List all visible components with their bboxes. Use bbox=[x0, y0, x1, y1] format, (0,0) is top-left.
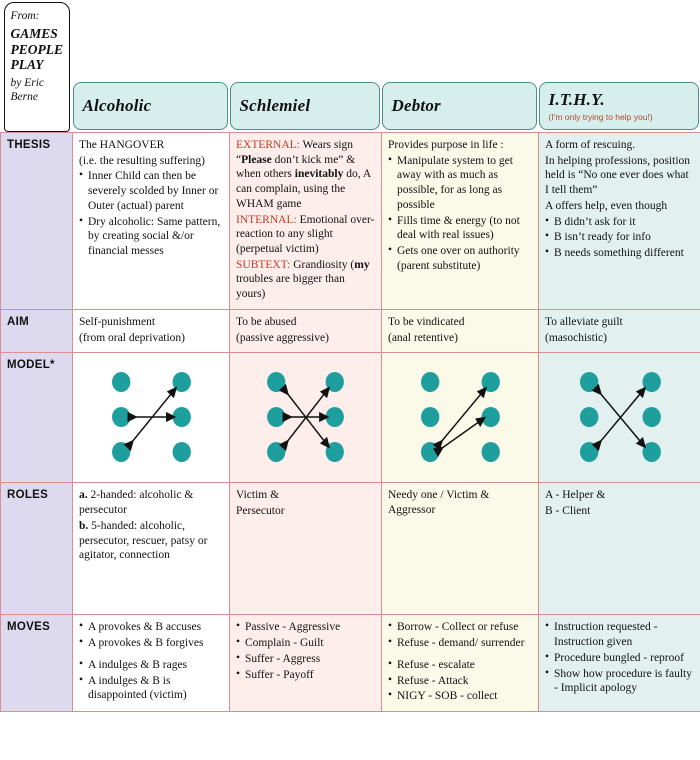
list-item: • Refuse - demand/ surrender bbox=[388, 636, 532, 651]
column-header-label: Schlemiel bbox=[239, 95, 311, 115]
transaction-diagram-svg bbox=[545, 358, 694, 476]
source-citation-box bbox=[4, 2, 70, 132]
list-item: • A provokes & B accuses bbox=[79, 620, 223, 635]
moves-schlemiel-list bbox=[236, 620, 375, 682]
column-header-cell-schlemiel bbox=[230, 0, 382, 133]
row-label-thesis: THESIS bbox=[1, 133, 73, 310]
list-item: • B didn’t ask for it bbox=[545, 215, 694, 230]
source-box-cell bbox=[1, 0, 73, 133]
moves-alcoholic-list bbox=[79, 620, 223, 703]
list-item: • Refuse - Attack bbox=[388, 674, 532, 689]
text-line: Self-punishment bbox=[79, 315, 156, 328]
list-item: • Suffer - Aggress bbox=[236, 652, 375, 667]
table-row-moves bbox=[1, 615, 700, 712]
list-item: • Show how procedure is faulty - Implicit apology bbox=[545, 667, 694, 696]
roles-entry bbox=[79, 488, 223, 517]
column-header-cell-debtor bbox=[382, 0, 539, 133]
list-item: Provides purpose in life : bbox=[388, 139, 504, 151]
moves-debtor-list bbox=[388, 620, 532, 704]
list-item: In helping professions, position held is “No one ever does what I tell them” bbox=[545, 154, 691, 197]
column-header-label: Debtor bbox=[391, 95, 441, 115]
list-item: (i.e. the resulting suffering) bbox=[79, 154, 205, 167]
table-row-thesis bbox=[1, 133, 700, 310]
text-line: (passive aggressive) bbox=[236, 331, 329, 344]
cell-roles-ithy bbox=[539, 483, 700, 615]
column-header-alcoholic bbox=[73, 82, 228, 130]
cell-roles-schlemiel bbox=[230, 483, 382, 615]
thesis-segment-label: EXTERNAL: bbox=[236, 139, 300, 151]
list-item: • A provokes & B forgives bbox=[79, 636, 223, 651]
text-line: To be abused bbox=[236, 315, 297, 328]
text-line: A - Helper & bbox=[545, 489, 606, 502]
list-item: A form of rescuing. bbox=[545, 139, 636, 151]
cell-thesis-schlemiel bbox=[230, 133, 382, 310]
column-header-label: I.T.H.Y. bbox=[548, 90, 605, 110]
text-line: (masochistic) bbox=[545, 331, 607, 344]
list-item: • B isn’t ready for info bbox=[545, 230, 694, 245]
text-line: Persecutor bbox=[236, 505, 285, 518]
cell-aim-alcoholic bbox=[73, 309, 230, 352]
thesis-segment-text: Emotional over-reaction to any slight (perpetual victim) bbox=[236, 213, 375, 256]
list-item: A offers help, even though bbox=[545, 199, 668, 212]
row-label-model: MODEL* bbox=[1, 353, 73, 483]
column-header-ithy bbox=[539, 82, 699, 130]
roles-entry bbox=[79, 519, 223, 563]
cell-aim-debtor bbox=[382, 309, 539, 352]
cell-model-debtor bbox=[382, 353, 539, 483]
cell-moves-schlemiel bbox=[230, 615, 382, 712]
thesis-segment-label: INTERNAL: bbox=[236, 213, 297, 226]
text-line: B - Client bbox=[545, 505, 591, 518]
thesis-schlemiel-list bbox=[236, 138, 375, 302]
list-item: • Gets one over on authority (parent substitute) bbox=[388, 244, 532, 273]
row-label-roles: ROLES bbox=[1, 483, 73, 615]
cell-thesis-alcoholic bbox=[73, 133, 230, 310]
roles-entry-text: 5-handed: alcoholic, persecutor, rescuer, patsy or agitator, connection bbox=[79, 519, 208, 562]
source-book-title: GAMES PEOPLE PLAY bbox=[10, 26, 63, 73]
table-header-row bbox=[1, 0, 700, 133]
cell-thesis-debtor bbox=[382, 133, 539, 310]
list-item: • Manipulate system to get away with as much as possible, for as long as possible bbox=[388, 154, 532, 213]
thesis-segment bbox=[236, 213, 375, 257]
list-item: • NIGY - SOB - collect bbox=[388, 689, 532, 704]
list-item: • Inner Child can then be severely scolded by Inner or Outer (actual) parent bbox=[79, 169, 223, 213]
roles-ithy-text bbox=[545, 488, 694, 518]
column-header-cell-ithy bbox=[539, 0, 700, 133]
source-from-label: From: bbox=[10, 10, 40, 22]
text-line: Needy one / Victim & Aggressor bbox=[388, 489, 490, 517]
aim-debtor-text bbox=[388, 315, 532, 345]
column-header-debtor bbox=[382, 82, 537, 130]
list-item: • Passive - Aggressive bbox=[236, 620, 375, 635]
thesis-segment-text: Grandiosity (my troubles are bigger than yours) bbox=[236, 258, 370, 301]
roles-entry-text: 2-handed: alcoholic & persecutor bbox=[79, 489, 194, 517]
roles-entry-lead: b. bbox=[79, 519, 89, 532]
text-line: (anal retentive) bbox=[388, 331, 458, 344]
table-row-model bbox=[1, 353, 700, 483]
list-item: The HANGOVER bbox=[79, 139, 165, 151]
column-header-sublabel: (I'm only trying to help you!) bbox=[548, 111, 653, 122]
cell-roles-alcoholic bbox=[73, 483, 230, 615]
list-item: • Instruction requested - Instruction given bbox=[545, 620, 694, 649]
list-item: • Procedure bungled - reproof bbox=[545, 651, 694, 666]
thesis-segment-text: Wears sign “Please don’t kick me” & when others inevitably do, A can complain, using the WHAM game bbox=[236, 139, 371, 210]
thesis-debtor-list bbox=[388, 138, 532, 273]
transaction-diagram-ithy bbox=[545, 358, 694, 476]
cell-moves-debtor bbox=[382, 615, 539, 712]
cell-aim-schlemiel bbox=[230, 309, 382, 352]
cell-aim-ithy bbox=[539, 309, 700, 352]
transaction-diagram-svg bbox=[236, 358, 375, 476]
roles-alcoholic-text bbox=[79, 488, 223, 563]
aim-alcoholic-text bbox=[79, 315, 223, 345]
cell-moves-ithy bbox=[539, 615, 700, 712]
list-item: • A indulges & B is disappointed (victim) bbox=[79, 674, 223, 703]
table-row-aim bbox=[1, 309, 700, 352]
text-line: (from oral deprivation) bbox=[79, 331, 186, 344]
row-label-moves: MOVES bbox=[1, 615, 73, 712]
column-header-cell-alcoholic bbox=[73, 0, 230, 133]
list-item: • Dry alcoholic: Same pattern, by creating social &/or financial messes bbox=[79, 215, 223, 259]
text-line: To alleviate guilt bbox=[545, 315, 623, 328]
cell-roles-debtor bbox=[382, 483, 539, 615]
thesis-segment-label: SUBTEXT: bbox=[236, 258, 291, 271]
thesis-ithy-list bbox=[545, 138, 694, 261]
row-label-aim: AIM bbox=[1, 309, 73, 352]
thesis-segment bbox=[236, 138, 375, 212]
transaction-diagram-alcoholic bbox=[79, 358, 223, 476]
list-item: • A indulges & B rages bbox=[79, 658, 223, 673]
thesis-segment bbox=[236, 258, 375, 302]
transaction-diagram-schlemiel bbox=[236, 358, 375, 476]
roles-debtor-text bbox=[388, 488, 532, 517]
cell-model-schlemiel bbox=[230, 353, 382, 483]
transaction-diagram-svg bbox=[79, 358, 223, 476]
roles-entry-lead: a. bbox=[79, 489, 88, 502]
aim-schlemiel-text bbox=[236, 315, 375, 345]
list-item: • B needs something different bbox=[545, 246, 694, 261]
table-row-roles bbox=[1, 483, 700, 615]
aim-ithy-text bbox=[545, 315, 694, 345]
thesis-alcoholic-list bbox=[79, 138, 223, 259]
cell-thesis-ithy bbox=[539, 133, 700, 310]
column-header-schlemiel bbox=[230, 82, 380, 130]
list-item: • Fills time & energy (to not deal with real issues) bbox=[388, 214, 532, 243]
transaction-diagram-svg bbox=[388, 358, 532, 476]
list-item: • Complain - Guilt bbox=[236, 636, 375, 651]
source-author: by Eric Berne bbox=[10, 76, 45, 103]
text-line: Victim & bbox=[236, 489, 280, 502]
list-item: • Borrow - Collect or refuse bbox=[388, 620, 532, 635]
column-header-label: Alcoholic bbox=[82, 95, 152, 115]
moves-ithy-list bbox=[545, 620, 694, 696]
cell-model-ithy bbox=[539, 353, 700, 483]
text-line: To be vindicated bbox=[388, 315, 465, 328]
transaction-diagram-debtor bbox=[388, 358, 532, 476]
roles-schlemiel-text bbox=[236, 488, 375, 518]
list-item: • Suffer - Payoff bbox=[236, 668, 375, 683]
list-item: • Refuse - escalate bbox=[388, 658, 532, 673]
cell-model-alcoholic bbox=[73, 353, 230, 483]
cell-moves-alcoholic bbox=[73, 615, 230, 712]
